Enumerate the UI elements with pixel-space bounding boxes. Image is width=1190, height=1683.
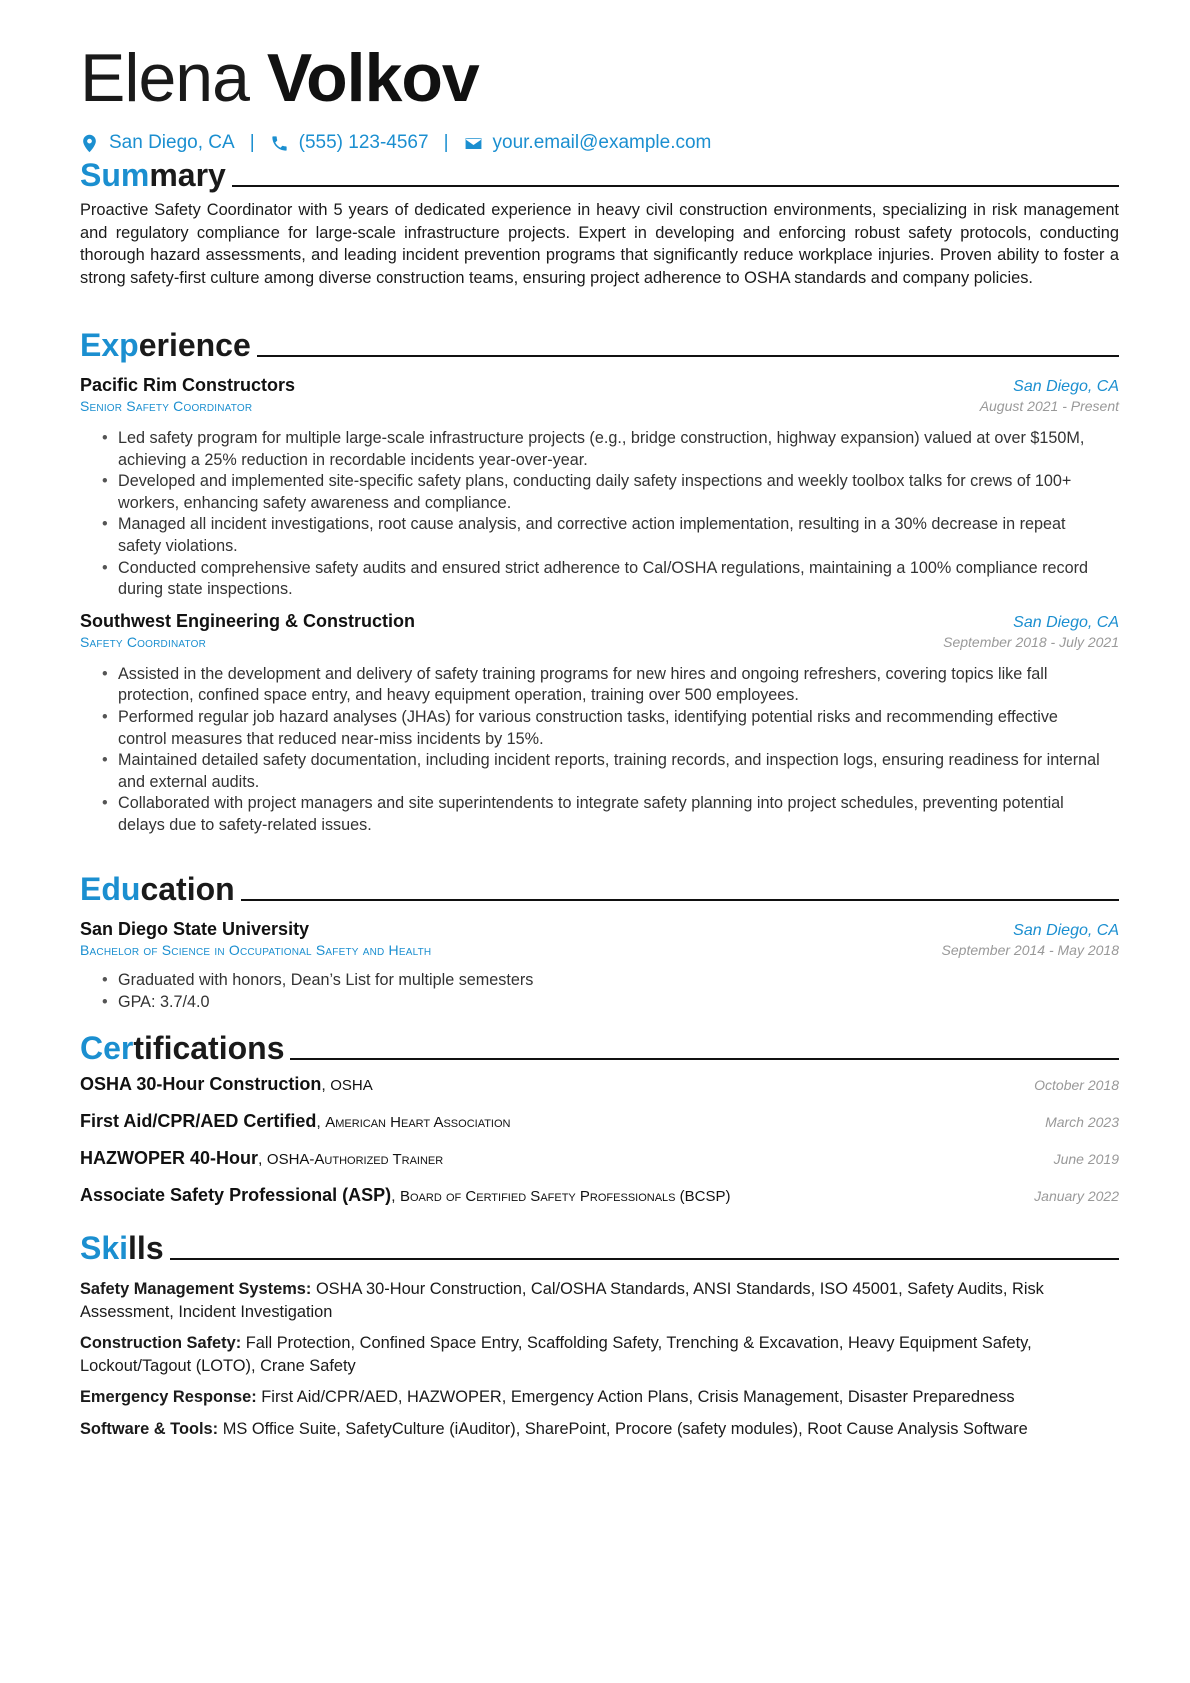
section-rule xyxy=(290,1058,1119,1060)
contact-phone[interactable] xyxy=(270,132,429,154)
phone-icon xyxy=(270,134,289,153)
map-pin-icon xyxy=(80,134,99,153)
cert-name: HAZWOPER 40-Hour xyxy=(80,1148,259,1168)
skill-category: Emergency Response: xyxy=(80,1388,257,1407)
job-dates: September 2018 - July 2021 xyxy=(943,633,1119,650)
skills-section xyxy=(80,1226,1119,1450)
section-rule xyxy=(232,185,1119,187)
cert-name: OSHA 30-Hour Construction xyxy=(80,1074,322,1094)
section-heading xyxy=(80,323,1119,363)
section-heading xyxy=(80,1226,1119,1266)
section-heading xyxy=(80,153,1119,193)
cert-name: Associate Safety Professional (ASP) xyxy=(80,1185,392,1205)
job-location: San Diego, CA xyxy=(1013,378,1119,395)
cert-date: October 2018 xyxy=(1034,1077,1119,1093)
list-item: • Managed all incident investigations, root cause analysis, and corrective action implementation, resulting in a 30% decrease in repeat safety violations. xyxy=(118,514,1119,557)
section-title: Summary xyxy=(80,157,226,193)
cert-issuer: OSHA-Authorized Trainer xyxy=(266,1151,444,1168)
cert-issuer: OSHA xyxy=(330,1077,373,1094)
list-item: • Maintained detailed safety documentation, including incident reports, training records, and inspection logs, ensuring readiness for internal and external audits. xyxy=(118,750,1119,793)
job-entry xyxy=(80,375,1119,601)
degree: Bachelor of Science in Occupational Safety and Health xyxy=(80,942,432,958)
education-dates: September 2014 - May 2018 xyxy=(941,942,1119,958)
section-title: Certifications xyxy=(80,1030,285,1066)
list-item: • Assisted in the development and delivery of safety training programs for new hires and ongoing refreshers, covering topics like fall protection, confined space entry, and heavy equipment operation, training over 500 employees. xyxy=(118,664,1119,707)
summary-text: Proactive Safety Coordinator with 5 years of dedicated experience in heavy civil construction environments, specializing in risk management and regulatory compliance for large-scale infrastructure projects. Expert in developing and enforcing robust safety protocols, conducting thorough hazard assessments, and leading incident prevention programs that significantly reduce workplace injuries. Proven ability to foster a strong safety-first culture among diverse construction teams, ensuring project adherence to OSHA standards and company policies. xyxy=(80,201,1119,287)
contact-separator: | xyxy=(443,132,449,153)
contact-location xyxy=(80,132,235,154)
skill-group xyxy=(80,1278,1119,1323)
section-heading xyxy=(80,1026,1119,1066)
section-title: Experience xyxy=(80,327,251,363)
job-bullets xyxy=(80,428,1119,601)
job-entry xyxy=(80,611,1119,837)
education-bullets xyxy=(80,970,1119,1013)
list-item: • Developed and implemented site-specific safety plans, conducting daily safety inspections and weekly toolbox talks for crews of 100+ workers, enhancing safety awareness and compliance. xyxy=(118,471,1119,514)
cert-issuer: American Heart Association xyxy=(325,1114,511,1131)
skill-group xyxy=(80,1418,1119,1441)
skill-category: Safety Management Systems: xyxy=(80,1280,312,1298)
certification-item: OSHA 30-Hour Construction, OSHA October 2018 xyxy=(80,1074,1119,1094)
job-location: San Diego, CA xyxy=(1013,613,1119,631)
list-item: • GPA: 3.7/4.0 xyxy=(118,992,1119,1014)
candidate-name xyxy=(80,38,479,118)
skill-values: Fall Protection, Confined Space Entry, Scaffolding Safety, Trenching & Excavation, Heavy Equipment Safety, Lockout/Tagout (LOTO), Crane Safety xyxy=(80,1334,1032,1375)
education-section xyxy=(80,867,1119,1013)
school-name: San Diego State University xyxy=(80,919,310,939)
job-title: Senior Safety Coordinator xyxy=(80,398,253,414)
job-bullets xyxy=(80,664,1119,837)
experience-section xyxy=(80,323,1119,837)
section-heading xyxy=(80,867,1119,907)
cert-issuer: Board of Certified Safety Professionals (BCSP) xyxy=(400,1188,731,1205)
cert-name: First Aid/CPR/AED Certified xyxy=(80,1111,317,1131)
email-link[interactable]: your.email@example.com xyxy=(492,132,712,153)
cert-date: March 2023 xyxy=(1045,1114,1119,1130)
job-employer: Pacific Rim Constructors xyxy=(80,375,296,395)
list-item: • Led safety program for multiple large-scale infrastructure projects (e.g., bridge construction, highway expansion) valued at over $150M, achieving a 25% reduction in recordable incidents year-over-year. xyxy=(118,428,1119,471)
first-name: Elena xyxy=(80,40,249,116)
list-item: • Performed regular job hazard analyses (JHAs) for various construction tasks, identifying potential risks and recommending effective control measures that reduced near-miss incidents by 15%. xyxy=(118,707,1119,750)
contact-email[interactable] xyxy=(464,132,712,154)
phone-text[interactable]: (555) 123-4567 xyxy=(298,132,429,153)
list-item: • Conducted comprehensive safety audits and ensured strict adherence to Cal/OSHA regulations, maintaining a 100% compliance record during state inspections. xyxy=(118,558,1119,601)
education-entry xyxy=(80,919,1119,1013)
section-title: Education xyxy=(80,871,235,907)
contact-separator: | xyxy=(249,132,255,153)
section-rule xyxy=(257,355,1119,357)
skills-list xyxy=(80,1278,1119,1441)
certifications-section xyxy=(80,1026,1119,1222)
certification-list xyxy=(80,1074,1119,1222)
skill-group xyxy=(80,1332,1119,1377)
summary-section xyxy=(80,153,1119,289)
certification-item: Associate Safety Professional (ASP), Board of Certified Safety Professionals (BCSP) January 2022 xyxy=(80,1185,1119,1205)
certification-item: First Aid/CPR/AED Certified, American Heart Association March 2023 xyxy=(80,1111,1119,1131)
skill-category: Software & Tools: xyxy=(80,1419,219,1438)
job-employer: Southwest Engineering & Construction xyxy=(80,610,416,631)
section-title: Skills xyxy=(80,1230,164,1266)
location-text: San Diego, CA xyxy=(109,132,235,153)
list-item: • Collaborated with project managers and site superintendents to integrate safety planning into project schedules, preventing potential delays due to safety-related issues. xyxy=(118,793,1119,836)
skill-values: First Aid/CPR/AED, HAZWOPER, Emergency Action Plans, Crisis Management, Disaster Preparedness xyxy=(261,1388,1015,1407)
section-rule xyxy=(241,899,1119,901)
envelope-icon xyxy=(464,134,483,153)
list-item: • Graduated with honors, Dean’s List for multiple semesters xyxy=(118,970,1119,992)
certification-item: HAZWOPER 40-Hour, OSHA-Authorized Trainer June 2019 xyxy=(80,1148,1119,1168)
contact-bar xyxy=(80,132,711,154)
last-name: Volkov xyxy=(266,40,479,116)
skill-values: OSHA 30-Hour Construction, Cal/OSHA Standards, ANSI Standards, ISO 45001, Safety Audits, Risk Assessment, Incident Investigation xyxy=(80,1280,1044,1321)
skill-values: MS Office Suite, SafetyCulture (iAuditor), SharePoint, Procore (safety modules), Root Cause Analysis Software xyxy=(222,1419,1028,1438)
job-title: Safety Coordinator xyxy=(80,633,207,650)
cert-date: January 2022 xyxy=(1034,1188,1119,1204)
school-location: San Diego, CA xyxy=(1013,922,1119,939)
section-rule xyxy=(170,1258,1119,1260)
skill-category: Construction Safety: xyxy=(80,1334,242,1353)
skill-group xyxy=(80,1386,1119,1409)
cert-date: June 2019 xyxy=(1053,1151,1119,1167)
job-dates: August 2021 - Present xyxy=(979,398,1119,414)
